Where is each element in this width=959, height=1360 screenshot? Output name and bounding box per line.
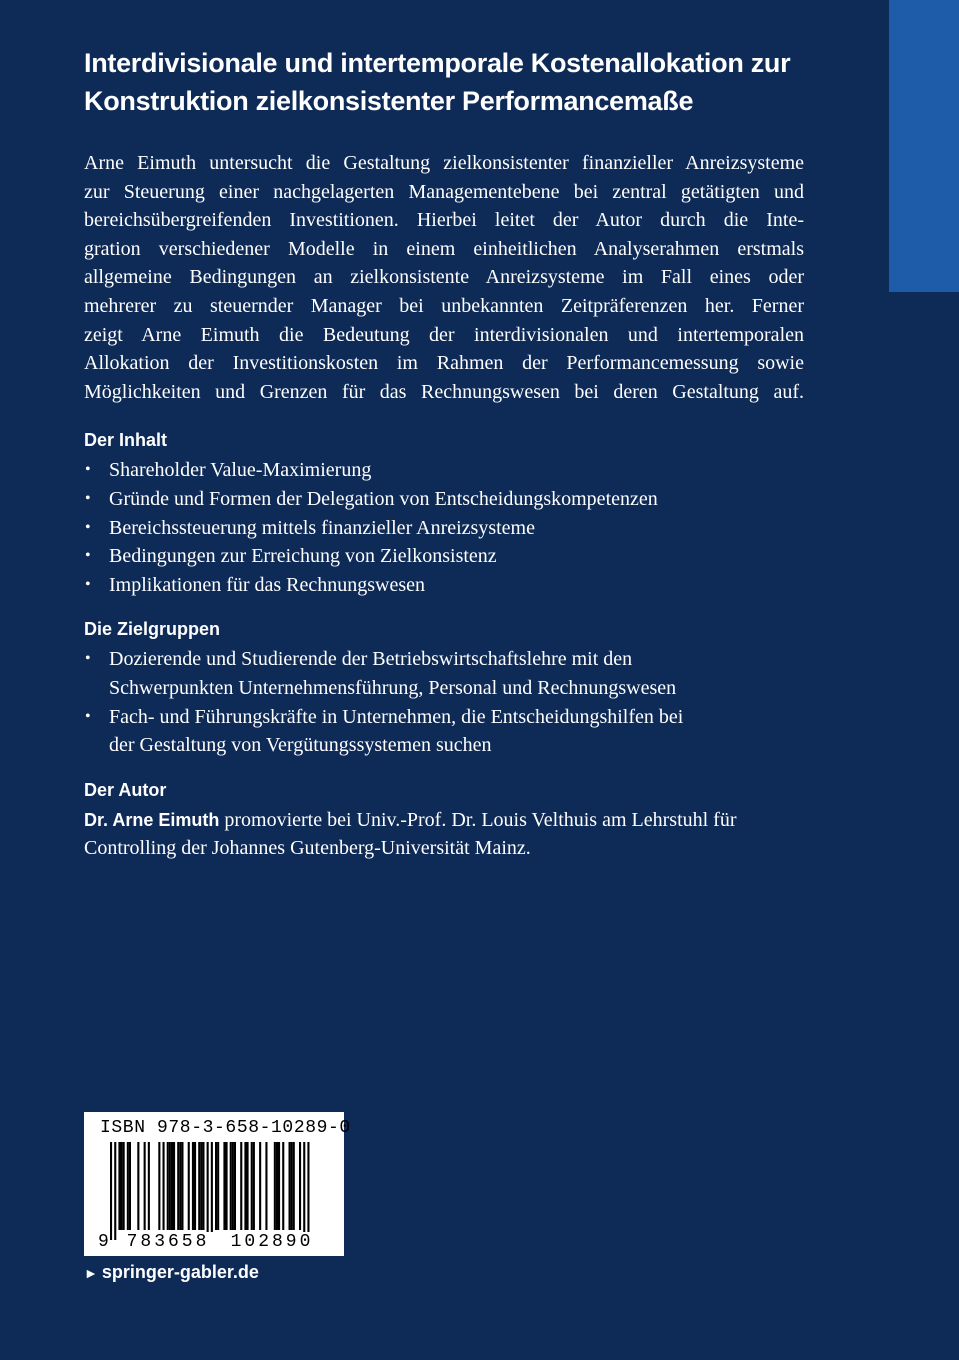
description-line: gration verschiedener Modelle in einem einheitlichen Analyserahmen erstmals bbox=[84, 237, 804, 260]
barcode-bar bbox=[217, 1142, 219, 1230]
barcode-bar bbox=[303, 1142, 305, 1240]
barcode-bar bbox=[200, 1142, 202, 1230]
barcode-bar bbox=[230, 1142, 232, 1230]
barcode-bar bbox=[167, 1142, 169, 1230]
section-heading-inhalt: Der Inhalt bbox=[84, 430, 168, 451]
barcode-bar bbox=[121, 1142, 123, 1230]
description-line: Möglichkeiten und Grenzen für das Rechnungswesen bei deren Gestaltung auf. bbox=[84, 380, 804, 403]
bullet-icon: • bbox=[85, 461, 91, 479]
side-color-tab bbox=[889, 0, 959, 292]
barcode-bar bbox=[202, 1142, 204, 1230]
barcode-bar bbox=[207, 1142, 209, 1240]
barcode-bar bbox=[293, 1142, 295, 1230]
barcode-bar bbox=[179, 1142, 181, 1230]
bullet-icon: • bbox=[85, 489, 91, 507]
list-item: • Shareholder Value-Maximierung bbox=[84, 456, 804, 485]
barcode-bar bbox=[223, 1142, 225, 1230]
isbn-number: ISBN 978-3-658-10289-0 bbox=[100, 1118, 351, 1138]
list-item: • Fach- und Führungskräfte in Unternehmen, die Entscheidungshilfen bei der Gestaltung von Vergütungssystemen suchen bbox=[84, 703, 804, 760]
zielgruppen-list bbox=[84, 645, 804, 759]
back-cover-content bbox=[84, 149, 804, 863]
barcode-bars bbox=[98, 1142, 330, 1240]
barcode-bar bbox=[278, 1142, 280, 1230]
list-item: • Dozierende und Studierende der Betriebswirtschaftslehre mit den Schwerpunkten Unternehmensführung, Personal und Rechnungswesen bbox=[84, 645, 804, 702]
barcode-bar bbox=[123, 1142, 125, 1230]
bullet-icon: • bbox=[85, 547, 91, 565]
description-paragraph bbox=[84, 149, 804, 406]
section-heading-autor: Der Autor bbox=[84, 779, 167, 800]
barcode-bar bbox=[198, 1142, 200, 1230]
barcode-bar bbox=[194, 1142, 196, 1230]
list-item: • Bedingungen zur Erreichung von Zielkonsistenz bbox=[84, 542, 804, 571]
barcode-bar bbox=[240, 1142, 242, 1230]
description-line: Arne Eimuth untersucht die Gestaltung zielkonsistenter finanzieller Anreizsysteme bbox=[84, 152, 804, 174]
description-line: allgemeine Bedingungen an zielkonsistente Anreizsysteme im Fall eines oder bbox=[84, 266, 804, 289]
barcode-bar bbox=[148, 1142, 150, 1230]
barcode-bar bbox=[181, 1142, 183, 1230]
book-title bbox=[84, 44, 864, 120]
author-name: Dr. Arne Eimuth bbox=[84, 809, 220, 830]
barcode-bar bbox=[232, 1142, 234, 1230]
barcode-bar bbox=[276, 1142, 278, 1230]
barcode-bar bbox=[169, 1142, 171, 1230]
list-item: • Bereichssteuerung mittels finanzieller Anreizsysteme bbox=[84, 514, 804, 543]
description-line: bereichsübergreifenden Investitionen. Hierbei leitet der Autor durch die Inte- bbox=[84, 209, 804, 232]
barcode-bar bbox=[192, 1142, 194, 1230]
barcode-bar bbox=[251, 1142, 253, 1230]
bullet-icon: • bbox=[85, 707, 91, 725]
barcode-bar bbox=[129, 1142, 131, 1230]
barcode-bar bbox=[110, 1142, 112, 1240]
barcode-bar bbox=[158, 1142, 160, 1230]
barcode-bar bbox=[282, 1142, 284, 1230]
barcode-bar bbox=[253, 1142, 255, 1230]
barcode-bar bbox=[265, 1142, 267, 1230]
barcode-bar bbox=[234, 1142, 236, 1230]
barcode-bar bbox=[118, 1142, 120, 1230]
barcode-bar bbox=[188, 1142, 190, 1230]
barcode-bar bbox=[226, 1142, 228, 1230]
description-line: zeigt Arne Eimuth die Bedeutung der interdivisionalen und intertemporalen bbox=[84, 323, 804, 346]
barcode-bar bbox=[211, 1142, 213, 1240]
list-item: • Implikationen für das Rechnungswesen bbox=[84, 571, 804, 600]
barcode-bar bbox=[163, 1142, 165, 1230]
barcode-bar bbox=[144, 1142, 146, 1230]
barcode-bar bbox=[114, 1142, 116, 1240]
bullet-icon: • bbox=[85, 650, 91, 668]
barcode-bar bbox=[173, 1142, 175, 1230]
isbn-barcode: ISBN 978-3-658-10289-0 9 783658 102890 bbox=[84, 1112, 344, 1256]
title-line: Konstruktion zielkonsistenter Performancemaße bbox=[84, 86, 694, 116]
bullet-icon: • bbox=[85, 575, 91, 593]
barcode-bar bbox=[259, 1142, 261, 1230]
barcode-bar bbox=[247, 1142, 249, 1230]
barcode-bar bbox=[177, 1142, 179, 1230]
barcode-bar bbox=[244, 1142, 246, 1230]
publisher-website-link[interactable]: ► springer-gabler.de bbox=[84, 1262, 259, 1282]
barcode-bar bbox=[274, 1142, 276, 1230]
bullet-icon: • bbox=[85, 518, 91, 536]
list-item: • Gründe und Formen der Delegation von Entscheidungskompetenzen bbox=[84, 485, 804, 514]
barcode-bar bbox=[215, 1142, 217, 1230]
author-bio: Dr. Arne Eimuth promovierte bei Univ.-Prof. Dr. Louis Velthuis am Lehrstuhl für Controlling der Johannes Gutenberg-Universität Mainz. bbox=[84, 808, 737, 860]
title-line: Interdivisionale und intertemporale Kostenallokation zur bbox=[84, 48, 791, 78]
barcode-bar bbox=[127, 1142, 129, 1230]
barcode-bar bbox=[289, 1142, 291, 1230]
description-line: zur Steuerung einer nachgelagerten Managementebene bei zentral getätigten und bbox=[84, 180, 804, 203]
barcode-bar bbox=[171, 1142, 173, 1230]
section-heading-zielgruppen: Die Zielgruppen bbox=[84, 619, 221, 640]
description-line: mehrerer zu steuernder Manager bei unbekannten Zeitpräferenzen her. Ferner bbox=[84, 294, 804, 317]
barcode-bar bbox=[307, 1142, 309, 1240]
barcode-bar bbox=[299, 1142, 301, 1230]
inhalt-list bbox=[84, 456, 804, 599]
arrow-right-icon: ► bbox=[84, 1265, 98, 1281]
barcode-bar bbox=[291, 1142, 293, 1230]
barcode-bar bbox=[137, 1142, 139, 1230]
description-line: Allokation der Investitionskosten im Rahmen der Performancemessung sowie bbox=[84, 352, 804, 375]
